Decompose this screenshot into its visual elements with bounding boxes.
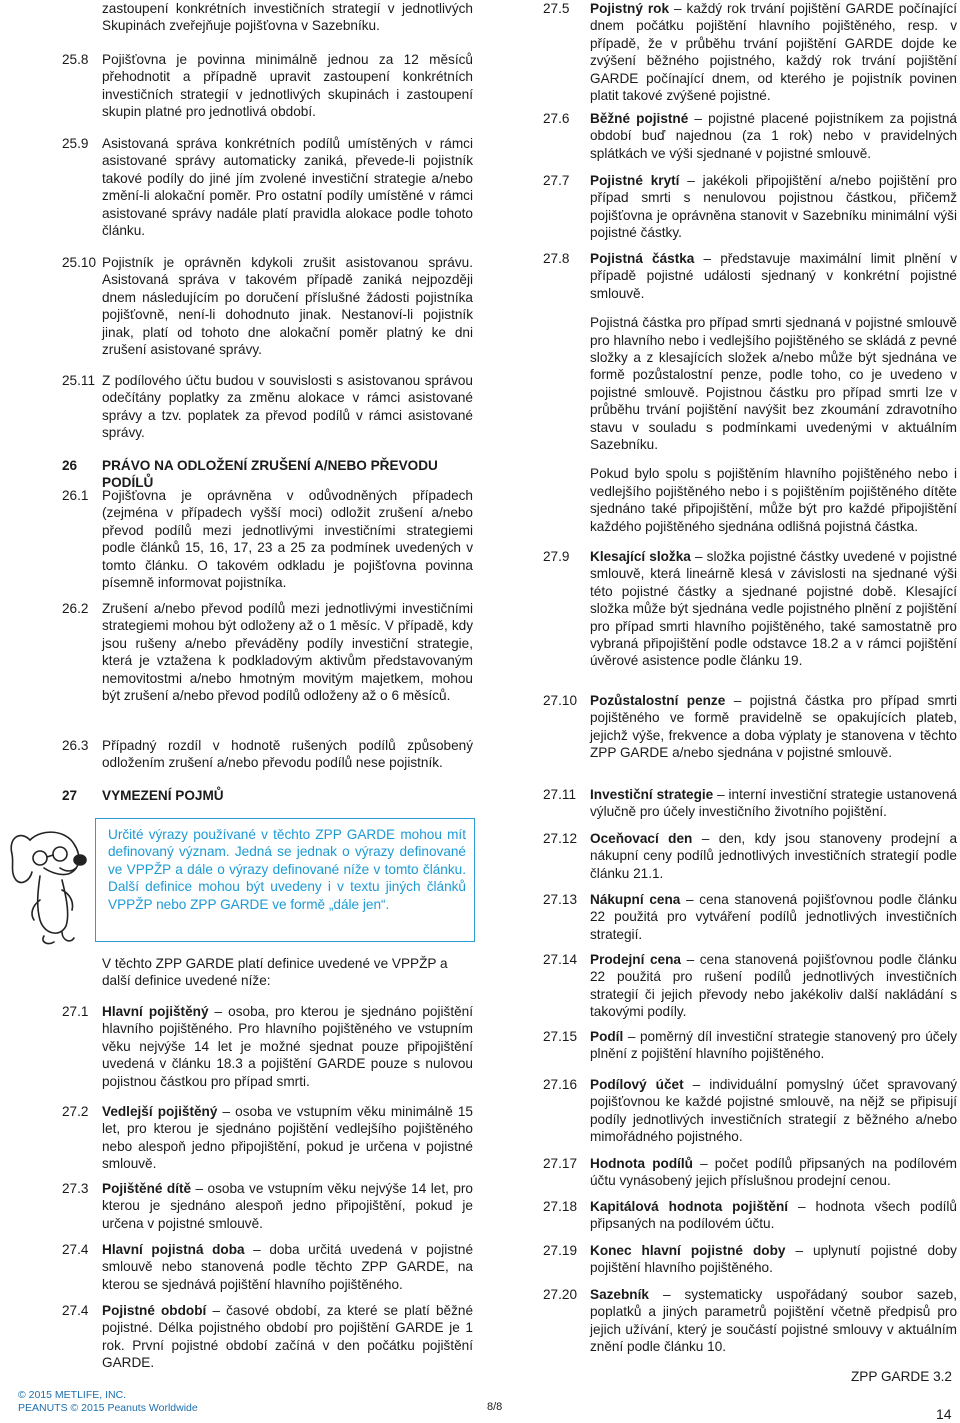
section-number: 26 (62, 458, 78, 473)
clause-number: 27.5 (543, 1, 570, 16)
clause-25-10 (62, 254, 473, 358)
clause-27-4b (62, 1302, 473, 1372)
section-heading-26 (62, 457, 473, 491)
clause-number: 27.3 (62, 1181, 89, 1196)
clause-25-11 (62, 372, 473, 442)
definition: – den, kdy jsou stanoveny prodejní a nákupní ceny podílů jednotlivých investičních strategií podle článku 21.1. (590, 831, 958, 881)
definition: – doba určitá uvedená v pojistné smlouvě nebo stanovená podle těchto ZPP GARDE, na kterou se sjednává pojištění hlavního pojištěného. (102, 1242, 474, 1292)
clause-27-18 (543, 1198, 957, 1233)
clause-number: 27.11 (543, 787, 577, 802)
definition: – osoba, pro kterou je sjednáno pojištění hlavního pojištěného. Pro hlavního pojištěného ve vstupním věku nejvýše 14 let je možné sjednat pouze připojištění uvedená v článku 18.3 a pojištění GARDE pouze s nulovou pojistnou částkou pro případ smrti. (102, 1004, 473, 1089)
clause-number: 27.10 (543, 693, 578, 708)
clause-27-16 (543, 1076, 957, 1146)
clause-27-7 (543, 172, 957, 242)
clause-text (590, 1155, 957, 1190)
definitions-intro: V těchto ZPP GARDE platí definice uvedené ve VPPŽP a další definice uvedené níže: (102, 956, 448, 989)
clause-number: 26.3 (62, 738, 89, 753)
snoopy-illustration (0, 810, 92, 950)
clause-number: 27.4 (62, 1242, 89, 1257)
definition: – systematicky uspořádaný soubor sazeb, poplatků a jiných parametrů pojištění včetně předpisů pro jejich užívání, který je součástí pojistné smlouvy v aktuálním znění podle článku 10. (590, 1287, 957, 1355)
clause-number: 25.9 (62, 136, 89, 151)
clause-text: zastoupení konkrétních investičních strategií v jednotlivých Skupinách zveřejňuje pojišťovna v Sazebníku. (102, 1, 473, 34)
clause-27-3 (62, 1180, 473, 1232)
section-title: VYMEZENÍ POJMŮ (102, 788, 224, 803)
definition: – cena stanovená pojišťovnou podle článku 22 použitá pro rušení podílů jednotlivých investičních strategií či jejich převody nebo jakékoliv další nakládání s takovými podíly. (590, 952, 957, 1020)
term: Oceňovací den (590, 831, 693, 846)
term: Pozůstalostní penze (590, 693, 726, 708)
section-heading-27 (62, 787, 473, 804)
term: Hlavní pojištěný (102, 1004, 209, 1019)
clause-text (590, 110, 957, 162)
clause-number: 27.18 (543, 1199, 578, 1214)
definition: – uplynutí pojistné doby pojištění hlavního pojištěného. (590, 1243, 957, 1276)
term: Pojistné krytí (590, 173, 680, 188)
clause-27-8 (543, 250, 957, 535)
copyright-peanuts: PEANUTS © 2015 Peanuts Worldwide (18, 1402, 198, 1414)
page-counter: 8/8 (487, 1401, 503, 1413)
page-number: 14 (936, 1406, 952, 1422)
clause-27-4a (62, 1241, 473, 1293)
clause-number: 27.1 (62, 1004, 89, 1019)
clause-27-14 (543, 951, 957, 1021)
definition: – individuální pomyslný účet spravovaný pojišťovnou ke každé pojistné smlouvě, na nějž se připisují podíly jednotlivých investičních strategií z běžného a/nebo mimořádného pojistného. (590, 1077, 957, 1145)
clause-26-3 (62, 737, 473, 772)
clause-27-15 (543, 1028, 957, 1063)
document-code: ZPP GARDE 3.2 (851, 1369, 952, 1384)
clause-number: 27.15 (543, 1029, 578, 1044)
clause-text (590, 1028, 957, 1063)
clause-text (590, 0, 957, 104)
clause-27-11 (543, 786, 957, 821)
definition: – představuje maximální limit plnění v případě pojistné události sjednaný v konkrétní pojistné smlouvě. (590, 251, 958, 301)
clause-text (590, 250, 957, 302)
clause-27-20 (543, 1286, 957, 1356)
clause-27-12 (543, 830, 957, 882)
clause-number: 27.13 (543, 892, 578, 907)
clause-paragraph: Pokud bylo spolu s pojištěním hlavního pojištěného nebo i vedlejšího pojištěného nebo i s pojištěním pojištěného dítěte sjednáno také připojištění, může být pro každé připojištění každého pojištěného sjednána odlišná pojistná částka. (590, 466, 957, 534)
term: Sazebník (590, 1287, 649, 1302)
clause-number: 26.2 (62, 601, 89, 616)
definition: – každý rok trvání pojištění GARDE počínající dnem počátku pojištění hlavního pojištěného, resp. v případě, že v průběhu trvání pojištění GARDE dojde ke zvýšení běžného pojistného, každý rok trvání pojištění GARDE počínající dnem, od kterého je pojistník povinen platit takové zvýšené pojistné. (590, 1, 957, 104)
clause-number: 27.6 (543, 111, 570, 126)
clause-text: Pojistník je oprávněn kdykoli zrušit asistovanou správu. Asistovaná správa v takovém případě zaniká nejpozději dnem následujícím po doručení příslušné žádosti pojistníka pojišťovně, není-li dohodnuto jinak. Nestanoví-li pojistník jinak, platí od tohoto dne alokační poměr platný ke dni zrušení asistované správy. (102, 255, 473, 358)
clause-paragraph: Pojistná částka pro případ smrti sjednaná v pojistné smlouvě pro hlavního nebo i vedlejšího pojištěného se skládá z pevné složky a z klesajících složek a/nebo může být sjednána ve formě pozůstalostní penze, podle toho, co je uvedeno v pojistné smlouvě. Pojistnou částku pro případ smrti lze v průběhu trvání pojištění navýšit bez zkoumání zdravotního stavu v souladu s podmínkami uvedenými v aktuálním Sazebníku. (590, 315, 957, 453)
definition: – počet podílů připsaných na podílovém účtu vynásobený jejich příslušnou prodejní cenou. (590, 1156, 957, 1189)
clause-continuation (62, 0, 473, 35)
callout-text: Určité výrazy používané v těchto ZPP GARDE mohou mít definovaný význam. Jedná se jednak o výrazy definované ve VPPŽP a dále o výrazy definované níže v tomto článku. Další definice mohou být uvedeny i v textu jiných článků VPPŽP nebo ZPP GARDE ve formě „dále jen“. (108, 827, 466, 912)
clause-27-6 (543, 110, 957, 162)
term: Prodejní cena (590, 952, 681, 967)
definition: – osoba ve vstupním věku nejvýše 14 let, pro kterou je sjednáno alespoň jedno připojištění, pokud je určena v pojistné smlouvě. (102, 1181, 473, 1231)
clause-text (102, 1241, 473, 1293)
definition: – složka pojistné částky uvedené v pojistné smlouvě, která lineárně klesá v závislosti na sjednané výši této pojistné částky a sjednané pojistné době. Klesající složka může být sjednána vedle pojistného plnění z pojištění pro případ smrti hlavního pojištěného, také samostatně pro vybraná připojištění podle odstavce 18.2 a v rámci pojištění úvěrové asistence podle článku 19. (590, 549, 958, 669)
clause-text (102, 1180, 473, 1232)
clause-text (102, 1003, 473, 1090)
clause-text: Pojišťovna je povinna minimálně jednou za 12 měsíců přehodnotit a případně upravit zastoupení konkrétních investičních strategií v jednotlivých skupinách i zastoupení skupin platné pro jednotlivá období. (102, 52, 473, 120)
clause-text (590, 951, 957, 1021)
clause-text (590, 172, 957, 242)
term: Nákupní cena (590, 892, 681, 907)
copyright-metlife: © 2015 METLIFE, INC. (18, 1389, 127, 1401)
clause-27-19 (543, 1242, 957, 1277)
clause-27-10 (543, 692, 957, 762)
definition: – interní investiční strategie ustanovená výlučně pro účely investičního životního pojištění. (590, 787, 957, 820)
clause-number: 27.9 (543, 549, 570, 564)
definition: – jakékoli připojištění a/nebo pojištění pro případ smrti s nenulovou pojistnou částkou, přičemž pojišťovna je oprávněna stanovit v Sazebníku minimální výši pojistné částky. (590, 173, 957, 241)
clause-number: 26.1 (62, 488, 89, 503)
definition-callout (95, 818, 475, 942)
clause-number: 27.17 (543, 1156, 578, 1171)
definition: – cena stanovená pojišťovnou podle článku 22 použitá pro vytváření podílů jednotlivých investičních strategií. (590, 892, 958, 942)
term: Konec hlavní pojistné doby (590, 1243, 786, 1258)
term: Pojistná částka (590, 251, 695, 266)
clause-text: Z podílového účtu budou v souvislosti s asistovanou správou odečítány poplatky za změnu alokace v rámci asistované správy a tzv. poplatek za převod podílů v rámci asistované správy. (102, 373, 473, 441)
clause-number: 27.2 (62, 1104, 89, 1119)
clause-text (102, 1302, 473, 1372)
term: Podílový účet (590, 1077, 684, 1092)
clause-number: 25.11 (62, 373, 96, 388)
clause-27-17 (543, 1155, 957, 1190)
clause-25-9 (62, 135, 473, 239)
clause-text (590, 1242, 957, 1277)
clause-number: 27.14 (543, 952, 578, 967)
definition: – osoba ve vstupním věku minimálně 15 let, pro kterou je sjednáno pojištění vedlejšího pojištěného nebo alespoň jedno připojištění, pokud je určena v pojistné smlouvě. (102, 1104, 473, 1172)
clause-number: 27.7 (543, 173, 570, 188)
clause-number: 27.16 (543, 1077, 578, 1092)
clause-text (102, 1103, 473, 1173)
definition: – poměrný díl investiční strategie stanovený pro účely plnění z pojištění hlavního pojištěného. (590, 1029, 957, 1062)
definition: – hodnota všech podílů připsaných na podílovém účtu. (590, 1199, 957, 1232)
definition: – pojistná částka pro případ smrti pojištěného ve formě pravidelně se opakujících plateb, jejichž výše, frekvence a doba výplaty je stanovena v těchto ZPP GARDE a/nebo sjednána v pojistné smlouvě. (590, 693, 958, 761)
clause-27-13 (543, 891, 957, 943)
term: Pojistný rok (590, 1, 670, 16)
clause-number: 27.8 (543, 251, 570, 266)
clause-27-1 (62, 1003, 473, 1090)
term: Vedlejší pojištěný (102, 1104, 218, 1119)
definition: – pojistné placené pojistníkem za pojistná období buď najednou (za 1 rok) nebo v pravidelných splátkách ve výši sjednané v pojistné smlouvě. (590, 111, 957, 161)
term: Kapitálová hodnota pojištění (590, 1199, 789, 1214)
clause-number: 27.19 (543, 1243, 578, 1258)
clause-27-9 (543, 548, 957, 670)
clause-text (590, 1198, 957, 1233)
clause-number: 25.10 (62, 255, 97, 270)
clause-text (590, 548, 957, 670)
term: Investiční strategie (590, 787, 714, 802)
clause-text: Zrušení a/nebo převod podílů mezi jednotlivými investičními strategiemi mohou být odloženy až o 1 měsíc. V případě, kdy jsou rušeny a/nebo převáděny podíly investiční strategie, která je vztažena k podkladovým aktivům představovaným nemovitostmi a/nebo hmotným movitým majetkem, mohou být zrušení a/nebo převod podílů odloženy až o 6 měsíců. (102, 601, 473, 704)
clause-text (590, 1076, 957, 1146)
section-number: 27 (62, 788, 78, 803)
clause-text (590, 830, 957, 882)
clause-text (590, 1286, 957, 1356)
clause-number: 25.8 (62, 52, 89, 67)
clause-26-2 (62, 600, 473, 704)
term: Hodnota podílů (590, 1156, 693, 1171)
term: Klesající složka (590, 549, 691, 564)
definition: – časové období, za které se platí běžné pojistné. Délka pojistného období pro pojištění GARDE je 1 rok. První pojistné období začíná v den počátku pojištění GARDE. (102, 1303, 473, 1371)
clause-26-1 (62, 487, 473, 591)
section-title: PRÁVO NA ODLOŽENÍ ZRUŠENÍ A/NEBO PŘEVODU PODÍLŮ (102, 458, 438, 490)
term: Hlavní pojistná doba (102, 1242, 245, 1257)
clause-text: Případný rozdíl v hodnotě rušených podílů způsobený odložením zrušení a/nebo převodu podílů nese pojistník. (102, 738, 473, 771)
clause-text (590, 786, 957, 821)
clause-number: 27.4 (62, 1303, 89, 1318)
term: Pojištěné dítě (102, 1181, 192, 1196)
term: Podíl (590, 1029, 624, 1044)
clause-number: 27.20 (543, 1287, 578, 1302)
clause-text: Asistovaná správa konkrétních podílů umístěných v rámci asistované správy automaticky zaniká, převede-li pojistník takové podíly do jiné jím zvolené investiční strategie a/nebo změní-li alokační poměr. Pro ostatní podíly umístěné v rámci asistované správy nadále platí pravidla alokace podle tohoto článku. (102, 136, 473, 239)
clause-25-8 (62, 51, 473, 121)
clause-27-5 (543, 0, 957, 104)
term: Pojistné období (102, 1303, 207, 1318)
clause-number: 27.12 (543, 831, 578, 846)
clause-text: Pojišťovna je oprávněna v odůvodněných případech (zejména v případech vyšší moci) odložit zrušení a/nebo převod podílů mezi jednotlivými investičními strategiemi podle článků 15, 16, 17, 23 a 25 za podmínek uvedených v tomto článku. O takovém odkladu je pojišťovna povinna písemně informovat pojistníka. (102, 488, 473, 591)
clause-27-2 (62, 1103, 473, 1173)
term: Běžné pojistné (590, 111, 689, 126)
clause-text (590, 891, 957, 943)
clause-text (590, 692, 957, 762)
